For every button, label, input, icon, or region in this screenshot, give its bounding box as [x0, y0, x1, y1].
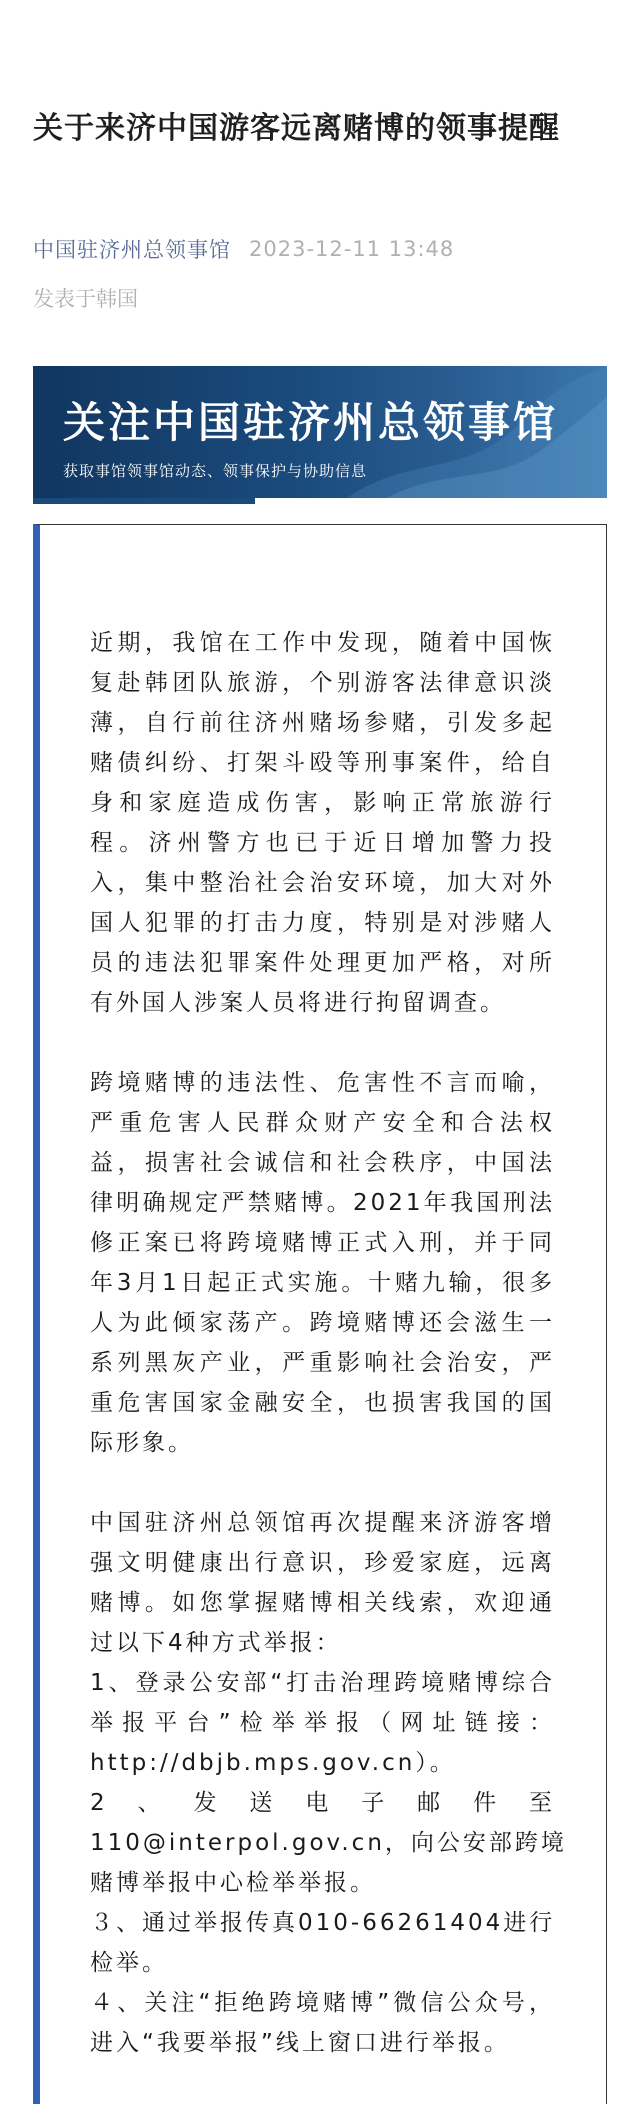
text-line: 近期，我馆在工作中发现，随着中国恢: [90, 630, 555, 656]
text-line: 跨境赌博的违法性、危害性不言而喻，: [90, 1070, 555, 1096]
text-line: 赌博举报中心检举举报。: [90, 1870, 376, 1896]
text-line: 赌债纠纷、打架斗殴等刑事案件，给自: [90, 750, 555, 776]
notice-box: [33, 524, 607, 2104]
report-email: 110@interpol.gov.cn，向公安部跨境: [90, 1830, 567, 1856]
text-line: 律明确规定严禁赌博。2021年我国刑法: [90, 1190, 555, 1216]
text-line: 员的违法犯罪案件处理更加严格，对所: [90, 950, 555, 976]
paragraph-harm: [90, 1063, 555, 1463]
text-line: 举报平台”检举举报（网址链接：: [90, 1710, 555, 1736]
text-line: 强文明健康出行意识，珍爱家庭，远离: [90, 1550, 555, 1576]
paragraph-situation: [90, 623, 555, 1023]
banner-underline: [33, 498, 255, 504]
notice-body: [90, 623, 567, 2063]
text-line: 年3月1日起正式实施。十赌九输，很多: [90, 1270, 555, 1296]
text-line: 有外国人涉案人员将进行拘留调查。: [90, 990, 506, 1016]
text-line: 复赴韩团队旅游，个别游客法律意识淡: [90, 670, 555, 696]
text-line: 益，损害社会诚信和社会秩序，中国法: [90, 1150, 555, 1176]
text-line: 入，集中整治社会治安环境，加大对外: [90, 870, 555, 896]
text-line: 系列黑灰产业，严重影响社会治安，严: [90, 1350, 555, 1376]
article-meta: [33, 229, 454, 269]
text-line: 身和家庭造成伤害，影响正常旅游行: [90, 790, 555, 816]
report-fax: ３、通过举报传真010-66261404进行: [90, 1910, 556, 1936]
text-line: 修正案已将跨境赌博正式入刑，并于同: [90, 1230, 555, 1256]
report-method-4: [90, 1983, 555, 2063]
report-method-3: [90, 1903, 555, 1983]
text-line: 程。济州警方也已于近日增加警力投: [90, 830, 555, 856]
report-method-1: [90, 1663, 555, 1783]
text-line: 1、登录公安部“打击治理跨境赌博综合: [90, 1670, 555, 1696]
text-line: 赌博。如您掌握赌博相关线索，欢迎通: [90, 1590, 555, 1616]
text-line: 严重危害人民群众财产安全和合法权: [90, 1110, 555, 1136]
follow-banner: [33, 366, 607, 498]
report-method-2: [90, 1783, 567, 1903]
text-line: 薄，自行前往济州赌场参赌，引发多起: [90, 710, 555, 736]
banner-subtitle: 获取事馆领事馆动态、领事保护与协助信息: [63, 462, 368, 480]
text-line: 国人犯罪的打击力度，特别是对涉赌人: [90, 910, 555, 936]
text-line: ４、关注“拒绝跨境赌博”微信公众号，: [90, 1990, 555, 2016]
text-line: 进入“我要举报”线上窗口进行举报。: [90, 2030, 510, 2056]
banner-title: 关注中国驻济州总领事馆: [63, 398, 559, 447]
account-name-link[interactable]: 中国驻济州总领事馆: [33, 238, 231, 262]
report-platform-link: http://dbjb.mps.gov.cn）。: [90, 1750, 456, 1776]
paragraph-reporting: [90, 1503, 567, 2063]
text-line: 2、发送电子邮件至: [90, 1790, 555, 1816]
publish-location: 发表于韩国: [33, 287, 138, 311]
article-title: 关于来济中国游客远离赌博的领事提醒: [33, 111, 560, 146]
text-line: 中国驻济州总领馆再次提醒来济游客增: [90, 1510, 555, 1536]
text-line: 重危害国家金融安全，也损害我国的国: [90, 1390, 555, 1416]
text-line: 人为此倾家荡产。跨境赌博还会滋生一: [90, 1310, 555, 1336]
text-line: 际形象。: [90, 1430, 194, 1456]
publish-time: 2023-12-11 13:48: [249, 237, 455, 261]
text-line: 过以下4种方式举报：: [90, 1630, 342, 1656]
text-line: 检举。: [90, 1950, 168, 1976]
